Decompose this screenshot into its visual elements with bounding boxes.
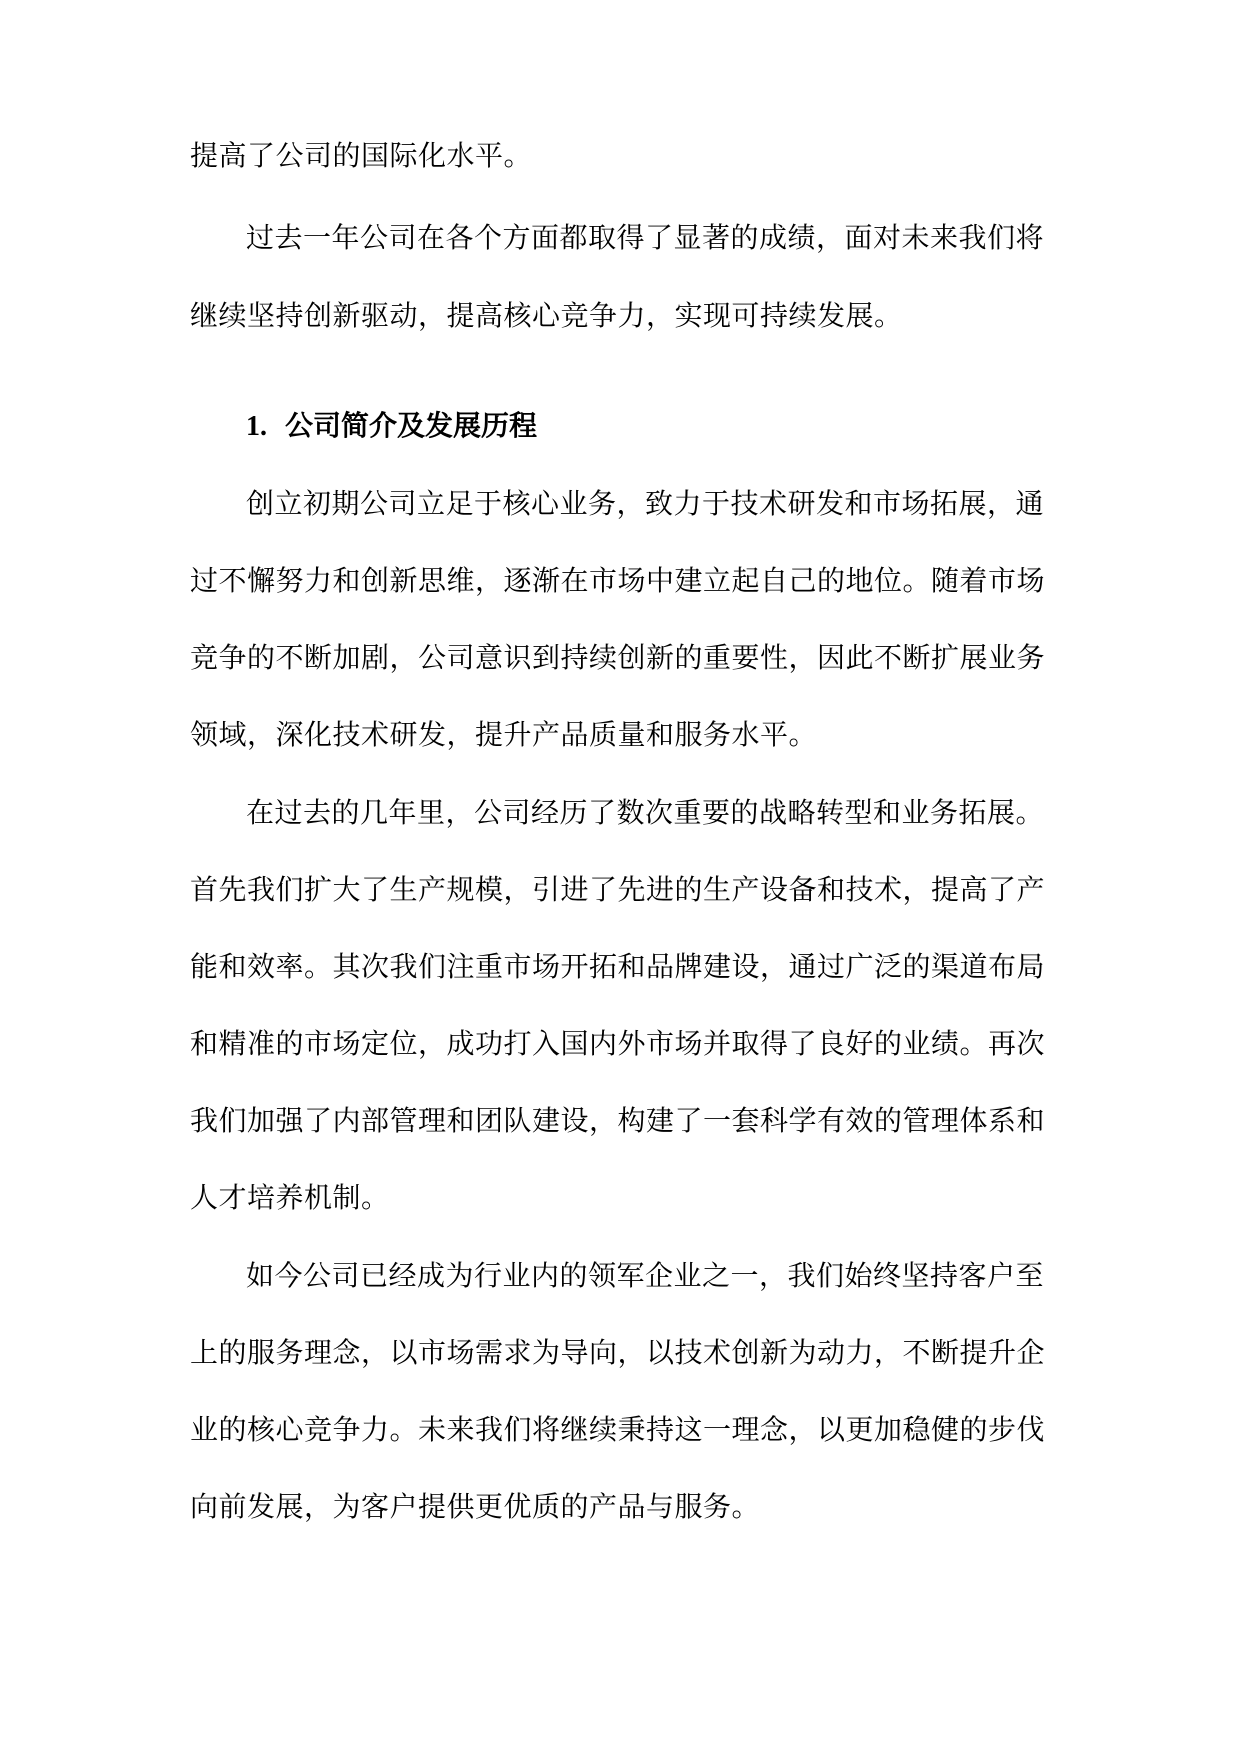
paragraph-line: 如今公司已经成为行业内的领军企业之一，我们始终坚持客户至 (246, 1259, 1045, 1292)
paragraph-line: 继续坚持创新驱动，提高核心竞争力，实现可持续发展。 (190, 299, 903, 332)
paragraph-line: 人才培养机制。 (190, 1181, 390, 1214)
paragraph-line: 创立初期公司立足于核心业务，致力于技术研发和市场拓展，通 (246, 487, 1045, 520)
paragraph-line: 和精准的市场定位，成功打入国内外市场并取得了良好的业绩。再次 (190, 1027, 1046, 1060)
paragraph-line: 过去一年公司在各个方面都取得了显著的成绩，面对未来我们将 (246, 221, 1045, 254)
paragraph-line: 我们加强了内部管理和团队建设，构建了一套科学有效的管理体系和 (190, 1104, 1046, 1137)
paragraph-line: 领域，深化技术研发，提升产品质量和服务水平。 (190, 718, 818, 751)
section-heading (246, 406, 537, 447)
section-number: 1. (246, 411, 267, 442)
paragraph-line: 过不懈努力和创新思维，逐渐在市场中建立起自己的地位。随着市场 (190, 564, 1046, 597)
paragraph-line: 上的服务理念，以市场需求为导向，以技术创新为动力，不断提升企 (190, 1336, 1046, 1369)
paragraph-line: 竞争的不断加剧，公司意识到持续创新的重要性，因此不断扩展业务 (190, 641, 1046, 674)
paragraph-line: 业的核心竞争力。未来我们将继续秉持这一理念，以更加稳健的步伐 (190, 1413, 1046, 1446)
paragraph-line: 向前发展，为客户提供更优质的产品与服务。 (190, 1490, 761, 1523)
paragraph-line: 首先我们扩大了生产规模，引进了先进的生产设备和技术，提高了产 (190, 873, 1046, 906)
paragraph-line: 能和效率。其次我们注重市场开拓和品牌建设，通过广泛的渠道布局 (190, 950, 1046, 983)
paragraph-line: 提高了公司的国际化水平。 (190, 139, 533, 172)
paragraph-line: 在过去的几年里，公司经历了数次重要的战略转型和业务拓展。 (246, 796, 1045, 829)
section-title: 公司简介及发展历程 (285, 409, 538, 442)
